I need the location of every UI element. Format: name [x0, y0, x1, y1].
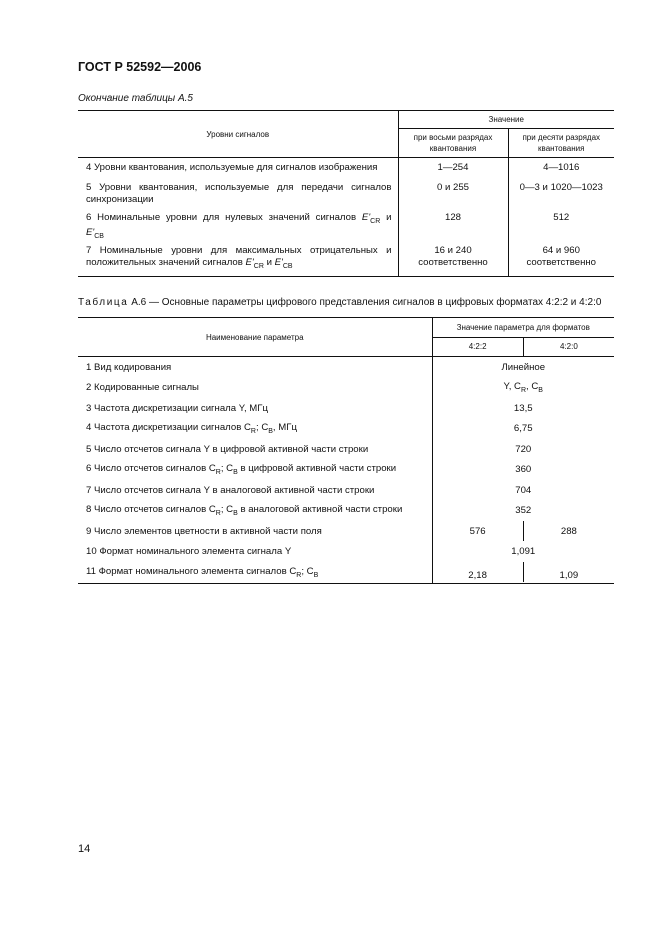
row-name: 7 Число отсчетов сигнала Y в аналоговой активной части строки	[86, 484, 375, 496]
row-value: 352	[432, 501, 614, 522]
row-name: 9 Число элементов цветности в активной части поля	[86, 525, 322, 537]
row-value: 360	[432, 460, 614, 481]
row-value-10bit: 64 и 960 соответственно	[508, 243, 614, 277]
col-header-10bit: при десяти разрядах квантования	[508, 129, 614, 158]
row-name: 1 Вид кодирования	[86, 361, 172, 373]
table-a6-caption: Таблица А.6 — Основные параметры цифрового представления сигналов в цифровых форматах 4:2:2 и 4:2:0	[78, 297, 602, 308]
table-a5	[78, 110, 614, 277]
table-row	[78, 480, 614, 501]
col-header-8bit: при восьми разрядах квантования	[398, 129, 508, 158]
row-name: 4 Частота дискретизации сигналов $C_R$; $C_B$, МГц	[86, 422, 297, 436]
document-id: ГОСТ Р 52592—2006	[78, 60, 202, 74]
col-header-420: 4:2:0	[559, 342, 578, 352]
row-name: 8 Число отсчетов сигналов $C_R$; $C_B$ в аналоговой активной части строки	[86, 504, 403, 518]
row-name: 11 Формат номинального элемента сигналов $C_R$; $C_B$	[78, 562, 432, 583]
row-value-420: 288	[560, 525, 577, 537]
table-row	[78, 357, 614, 378]
table-row	[78, 562, 614, 583]
row-value-8bit: 16 и 240 соответственно	[398, 243, 508, 277]
page-number: 14	[78, 843, 91, 855]
table-row	[78, 210, 614, 243]
row-value: 13,5	[432, 398, 614, 419]
row-name: 10 Формат номинального элемента сигнала Y	[86, 546, 292, 558]
row-value: Y, $C_R$, $C_B$	[432, 378, 614, 399]
row-name: 4 Уровни квантования, используемые для сигналов изображения	[86, 162, 378, 173]
row-value-422: 2,18	[468, 569, 487, 581]
row-value-10bit: 512	[508, 210, 614, 243]
row-name: 5 Число отсчетов сигнала Y в цифровой активной части строки	[86, 443, 369, 455]
row-value-10bit: 4—1016	[508, 158, 614, 181]
table-row	[78, 521, 614, 542]
row-name: 7 Номинальные уровни для максимальных отрицательных и положительных значений сигналов $E'_{CR}$ и $E'_{CB}$	[78, 243, 398, 277]
row-value-8bit: 0 и 255	[398, 180, 508, 210]
row-name: 2 Кодированные сигналы	[86, 382, 199, 394]
row-value: 704	[432, 480, 614, 501]
row-name: 6 Число отсчетов сигналов $C_R$; $C_B$ в цифровой активной части строки	[86, 463, 397, 477]
table-row	[78, 439, 614, 460]
table-a5-continuation-caption: Окончание таблицы А.5	[78, 93, 193, 104]
col-header-422: 4:2:2	[468, 342, 487, 352]
row-name: 5 Уровни квантования, используемые для передачи сигналов синхронизации	[86, 182, 392, 205]
col-header-levels: Уровни сигналов	[78, 111, 398, 158]
row-name: 6 Номинальные уровни для нулевых значений сигналов $E'_{CR}$ и $E'_{CB}$	[86, 212, 392, 241]
row-value: 1,091	[432, 542, 614, 563]
col-header-formats: Значение параметра для форматов	[432, 318, 614, 338]
table-row	[78, 419, 614, 440]
col-header-value: Значение	[398, 111, 614, 129]
row-value-8bit: 1—254	[398, 158, 508, 181]
table-a6	[78, 317, 614, 584]
row-value: 6,75	[432, 419, 614, 440]
table-row	[78, 398, 614, 419]
row-value-422: 576	[469, 525, 486, 537]
table-row	[78, 180, 614, 210]
row-value: 720	[432, 439, 614, 460]
table-row	[78, 378, 614, 399]
table-row	[78, 158, 614, 181]
row-value-8bit: 128	[398, 210, 508, 243]
row-value-10bit: 0—3 и 1020—1023	[508, 180, 614, 210]
row-value: Линейное	[432, 357, 614, 378]
table-row	[78, 542, 614, 563]
table-row	[78, 501, 614, 522]
table-row	[78, 460, 614, 481]
table-row	[78, 243, 614, 277]
col-header-parameter: Наименование параметра	[78, 318, 432, 357]
row-value-420: 1,09	[559, 569, 579, 581]
row-name: 3 Частота дискретизации сигнала Y, МГц	[86, 402, 268, 414]
